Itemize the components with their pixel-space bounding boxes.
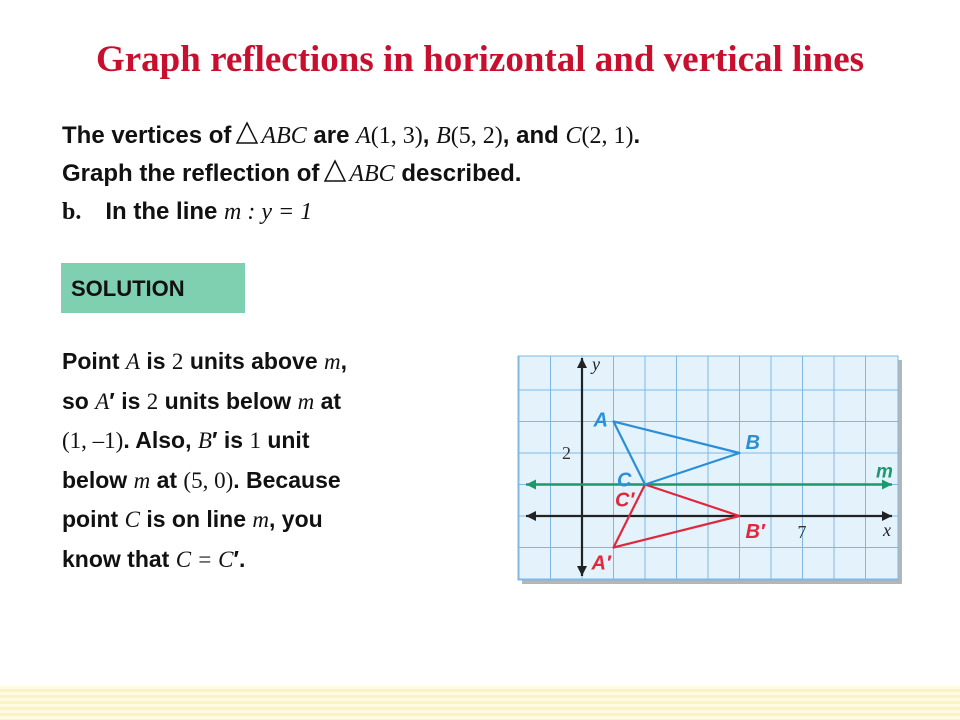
number: 2 [171, 349, 184, 374]
vertex-label: A [593, 409, 608, 432]
problem-part-b [62, 193, 640, 231]
x-axis-label: x [883, 520, 891, 540]
vertex-coords: (5, 2) [450, 123, 503, 149]
vertex-coords: (1, 3) [370, 123, 423, 149]
explanation-line [62, 342, 482, 382]
text: know that [62, 545, 170, 572]
triangle-name: ABC [261, 123, 307, 149]
line-label: m [133, 467, 151, 493]
explanation-line [62, 421, 482, 461]
vertex-label: B [436, 123, 451, 149]
problem-text: The vertices of [62, 122, 232, 149]
text: units above [189, 348, 318, 374]
prime: ′ [109, 387, 115, 414]
number: 1 [249, 428, 261, 453]
page-title: Graph reflections in horizontal and vertical lines [95, 39, 865, 80]
part-text: In the line [105, 198, 218, 225]
text: units below [164, 387, 292, 414]
vertex-coords: (2, 1) [581, 123, 634, 149]
problem-text: described. [401, 160, 522, 187]
part-equation: m : y = 1 [224, 199, 313, 225]
problem-line-2 [62, 155, 640, 193]
triangle-icon [323, 159, 347, 183]
text: . Because [233, 466, 341, 493]
y-axis-label: y [592, 354, 600, 374]
coordinate-grid [512, 350, 912, 590]
vertex-label: A [356, 123, 371, 149]
coords: (5, 0) [183, 467, 234, 493]
problem-text: are [313, 122, 350, 149]
y-tick-label: 2 [562, 443, 571, 463]
triangle-icon [235, 121, 259, 145]
vertex-label: C [565, 123, 582, 149]
text: is [121, 387, 141, 414]
vertex-label: C [617, 469, 632, 492]
problem-text: Graph the reflection of [62, 160, 320, 187]
solution-explanation [62, 342, 482, 579]
point-label: B [197, 428, 212, 453]
equation: C = C [175, 546, 234, 572]
explanation-line [62, 500, 482, 540]
x-tick-label: 7 [797, 522, 807, 542]
prime: ′ [233, 545, 239, 572]
text: is [146, 348, 166, 374]
text: unit [267, 427, 310, 453]
text: below [62, 466, 128, 493]
vertex-label: C′ [615, 489, 635, 512]
punctuation: , [340, 348, 348, 374]
punctuation: . [238, 545, 246, 572]
number: 2 [146, 388, 159, 414]
text: is [223, 427, 244, 453]
line-label: m [252, 507, 270, 532]
prime: ′ [211, 427, 218, 453]
line-label: m [297, 388, 315, 414]
text: , you [269, 506, 323, 532]
text: so [62, 387, 89, 414]
text: . Also, [123, 427, 192, 453]
explanation-line [62, 382, 482, 422]
point-label: A [95, 388, 110, 414]
punctuation: . [633, 122, 641, 149]
explanation-line [62, 461, 482, 501]
footer-band [0, 686, 960, 720]
solution-label: SOLUTION [61, 263, 245, 313]
line-label: m [324, 349, 341, 374]
vertex-label: B′ [745, 521, 765, 543]
triangle-name: ABC [349, 161, 395, 187]
line-m-label: m [876, 461, 893, 483]
problem-statement [62, 117, 640, 231]
text: Point [62, 348, 120, 374]
explanation-line [62, 540, 482, 580]
point-label: A [125, 349, 140, 374]
vertex-label: B [745, 432, 760, 454]
part-label: b. [62, 199, 82, 225]
problem-text: , and [502, 122, 559, 149]
coords: (1, –1) [62, 428, 124, 453]
text: at [320, 387, 342, 414]
reflection-graph [512, 350, 912, 590]
point-label: C [124, 507, 140, 532]
text: is on line [146, 506, 247, 532]
text: at [156, 466, 178, 493]
punctuation: , [422, 122, 430, 149]
vertex-label: A′ [591, 552, 611, 575]
problem-line-1 [62, 117, 640, 155]
text: point [62, 506, 119, 532]
